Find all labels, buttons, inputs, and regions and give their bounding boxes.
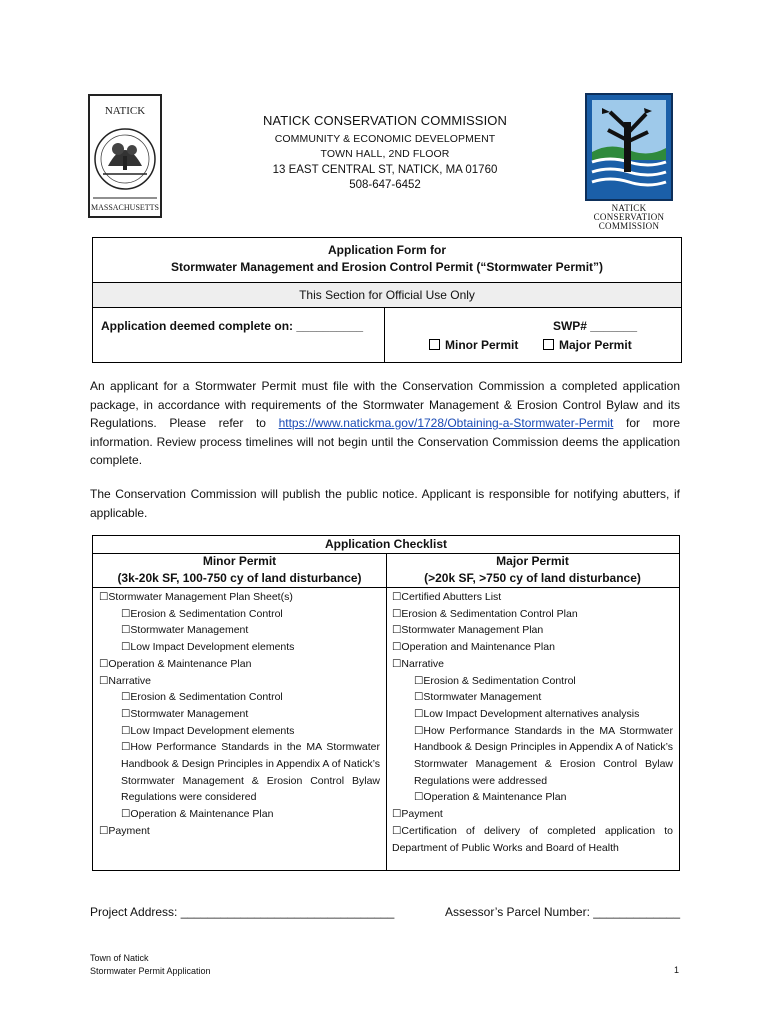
major-permit-column xyxy=(386,553,679,856)
major-column-header xyxy=(386,553,679,588)
department: COMMUNITY & ECONOMIC DEVELOPMENT xyxy=(274,132,496,145)
application-header-box xyxy=(92,237,682,363)
phone: 508-647-6452 xyxy=(349,179,421,191)
checklist-item[interactable]: ☐Stormwater Management xyxy=(121,624,249,637)
checklist-item[interactable]: ☐Erosion & Sedimentation Control xyxy=(414,674,576,687)
checklist-item[interactable]: ☐Low Impact Development alternatives analysis xyxy=(414,707,640,720)
stormwater-permit-link[interactable]: https://www.natickma.gov/1728/Obtaining-a-Stormwater-Permit xyxy=(278,416,614,430)
permit-type-cell xyxy=(385,308,681,362)
checklist-item[interactable]: ☐How Performance Standards in the MA Stormwater Handbook & Design Principles in Appendix A of Natick’s Stormwater Management & Erosion Control Bylaw Regulations were addressed xyxy=(414,724,673,787)
checklist-item[interactable]: ☐Operation & Maintenance Plan xyxy=(121,808,274,821)
major-permit-option[interactable] xyxy=(543,338,632,352)
project-address-field[interactable]: Project Address: ________________________________ xyxy=(90,905,395,919)
checklist-item[interactable]: ☐Erosion & Sedimentation Control xyxy=(121,691,283,704)
page-footer xyxy=(90,952,211,978)
natick-town-seal xyxy=(88,94,162,218)
checklist-item[interactable]: ☐Stormwater Management xyxy=(121,707,249,720)
official-use-row xyxy=(93,308,681,362)
checklist-item[interactable]: ☐Stormwater Management xyxy=(414,691,542,704)
checklist-item[interactable]: ☐Narrative xyxy=(99,674,152,687)
project-fields-row xyxy=(90,905,680,919)
intro-text-b: for more information. Review process timelines will not begin until the Conservation Commission deems the application complete. xyxy=(90,416,681,467)
major-header-title: Major Permit xyxy=(496,554,569,568)
form-title-line2: Stormwater Management and Erosion Control Permit (“Stormwater Permit”) xyxy=(170,260,604,274)
page-number: 1 xyxy=(674,965,680,975)
footer-doc-name: Stormwater Permit Application xyxy=(90,966,211,976)
checklist-item[interactable]: ☐Stormwater Management Plan Sheet(s) xyxy=(99,591,293,603)
checklist-item[interactable]: ☐Certified Abutters List xyxy=(392,591,502,603)
floor: TOWN HALL, 2ND FLOOR xyxy=(320,148,450,160)
footer-town: Town of Natick xyxy=(90,953,149,963)
swp-number-field[interactable]: SWP# _______ xyxy=(552,319,638,333)
form-title-line1: Application Form for xyxy=(328,243,446,257)
major-permit-label: Major Permit xyxy=(559,338,632,352)
minor-permit-checkbox[interactable] xyxy=(429,339,440,350)
org-name: NATICK CONSERVATION COMMISSION xyxy=(262,113,507,128)
application-checklist xyxy=(92,535,680,871)
conservation-commission-logo xyxy=(580,92,678,234)
checklist-item[interactable]: ☐Payment xyxy=(392,808,443,821)
minor-permit-option[interactable] xyxy=(429,338,518,352)
checklist-item[interactable]: ☐Low Impact Development elements xyxy=(121,724,295,737)
official-use-banner: This Section for Official Use Only xyxy=(93,282,681,308)
logo-caption: NATICK CONSERVATION COMMISSION xyxy=(593,203,665,231)
street-address: 13 EAST CENTRAL ST, NATICK, MA 01760 xyxy=(272,163,498,176)
major-header-subtitle: (>20k SF, >750 cy of land disturbance) xyxy=(424,571,641,585)
minor-column-header xyxy=(93,553,386,588)
checklist-item[interactable]: ☐Stormwater Management Plan xyxy=(392,624,544,637)
major-permit-checkbox[interactable] xyxy=(543,339,554,350)
checklist-item[interactable]: ☐Operation & Maintenance Plan xyxy=(414,791,567,804)
checklist-item[interactable]: ☐Narrative xyxy=(392,657,445,670)
checklist-item[interactable]: ☐Erosion & Sedimentation Control xyxy=(121,607,283,620)
checklist-item[interactable]: ☐Low Impact Development elements xyxy=(121,641,295,654)
intro-paragraph-1 xyxy=(90,377,680,470)
checklist-title: Application Checklist xyxy=(93,536,679,554)
minor-checklist-items xyxy=(93,588,386,840)
minor-header-subtitle: (3k-20k SF, 100-750 cy of land disturbance) xyxy=(117,571,362,585)
checklist-item[interactable]: ☐Operation & Maintenance Plan xyxy=(99,657,252,670)
checklist-item[interactable]: ☐How Performance Standards in the MA Stormwater Handbook & Design Principles in Appendix A of Natick’s Stormwater Management & Erosion Control Bylaw Regulations were considered xyxy=(121,741,380,804)
minor-permit-label: Minor Permit xyxy=(445,338,519,352)
form-title xyxy=(93,238,681,282)
minor-header-title: Minor Permit xyxy=(202,554,277,568)
seal-top-text: NATICK xyxy=(104,105,146,117)
checklist-item[interactable]: ☐Certification of delivery of completed application to Department of Public Works and Board of Health xyxy=(392,824,673,854)
major-checklist-items xyxy=(386,588,679,856)
checklist-item[interactable]: ☐Operation and Maintenance Plan xyxy=(392,641,555,654)
header-block xyxy=(200,113,570,194)
parcel-number-field[interactable]: Assessor’s Parcel Number: _____________ xyxy=(444,905,680,919)
checklist-item[interactable]: ☐Payment xyxy=(99,824,150,837)
intro-paragraph-2: The Conservation Commission will publish the public notice. Applicant is responsible for notifying abutters, if applicable. xyxy=(90,487,680,520)
seal-bottom-text: MASSACHUSETTS xyxy=(90,203,160,212)
minor-permit-column xyxy=(93,553,387,870)
checklist-item[interactable]: ☐Erosion & Sedimentation Control Plan xyxy=(392,607,578,620)
deemed-complete-field[interactable]: Application deemed complete on: __________ xyxy=(93,308,385,362)
intro-text-a: An applicant for a Stormwater Permit must file with the Conservation Commission a completed application package, in accordance with requirements of the Stormwater Management & Erosion Control Bylaw and its Regulations. Please refer to xyxy=(90,379,680,430)
